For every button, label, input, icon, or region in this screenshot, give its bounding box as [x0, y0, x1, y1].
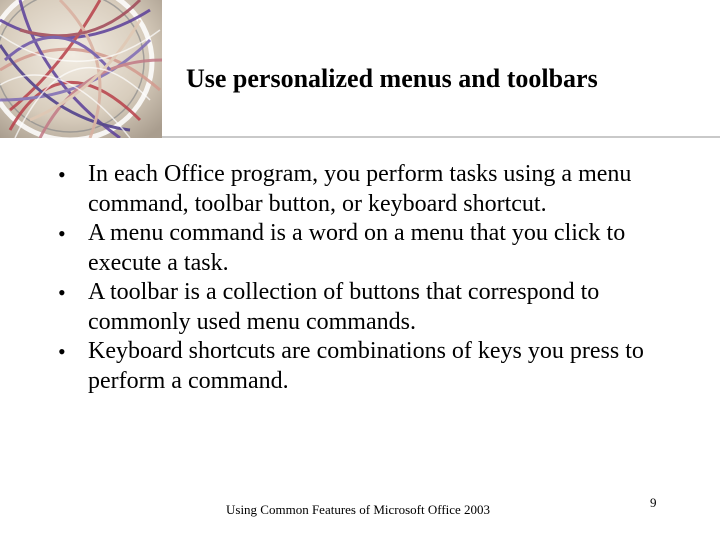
decorative-ribbon-sphere-image: [0, 0, 162, 138]
bullet-text: A menu command is a word on a menu that you click to execute a task.: [88, 220, 626, 276]
bullet-list: [58, 160, 678, 396]
bullet-marker: •: [58, 221, 66, 246]
bullet-marker: •: [58, 280, 66, 305]
page-number: 9: [650, 495, 657, 510]
slide-footer: Using Common Features of Microsoft Office 2003: [226, 502, 491, 517]
bullet-item: [58, 278, 678, 337]
bullet-item: [58, 219, 678, 278]
bullet-marker: •: [58, 339, 66, 364]
bullet-marker: •: [58, 162, 66, 187]
bullet-item: [58, 160, 678, 219]
title-divider: [162, 136, 720, 138]
bullet-text: Keyboard shortcuts are combinations of keys you press to perform a command.: [88, 338, 644, 394]
slide-title: Use personalized menus and toolbars: [186, 64, 598, 93]
bullet-text: A toolbar is a collection of buttons that correspond to commonly used menu commands.: [88, 279, 600, 335]
bullet-item: [58, 337, 678, 396]
bullet-text: In each Office program, you perform tasks using a menu command, toolbar button, or keyboard shortcut.: [88, 161, 632, 217]
